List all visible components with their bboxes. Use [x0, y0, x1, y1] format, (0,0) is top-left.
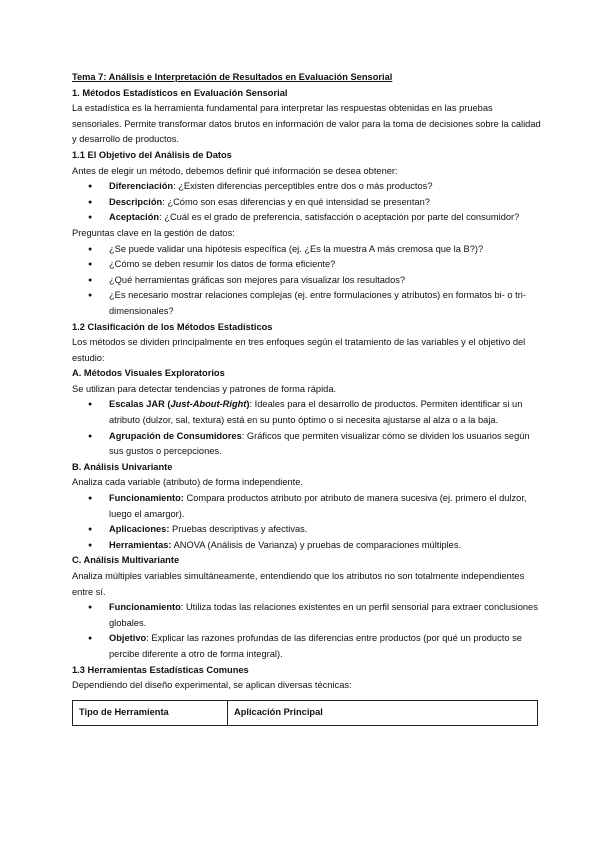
list-item: ● Diferenciación: ¿Existen diferencias perceptibles entre dos o más productos? — [72, 179, 542, 195]
table-header-row — [73, 700, 538, 725]
table-header-cell: Aplicación Principal — [228, 700, 538, 725]
list-item: ● Aceptación: ¿Cuál es el grado de preferencia, satisfacción o aceptación por parte del consumidor? — [72, 210, 542, 226]
section-1-1-heading: 1.1 El Objetivo del Análisis de Datos — [72, 149, 232, 160]
document-title: Tema 7: Análisis e Interpretación de Resultados en Evaluación Sensorial — [72, 72, 393, 82]
list-item: ● Escalas JAR (Just-About-Right): Ideales para el desarrollo de productos. Permiten identificar si un atributo (dulzor, sal, textura) está en su punto óptimo o si necesita ajustarse al alza o a la baja. — [72, 397, 542, 428]
subsection-c-heading: C. Análisis Multivariante — [72, 555, 180, 566]
section-1-heading: 1. Métodos Estadísticos en Evaluación Sensorial — [72, 87, 288, 98]
multivariate-list — [72, 600, 542, 662]
document-page — [72, 70, 542, 726]
list-item: ● ¿Cómo se deben resumir los datos de forma eficiente? — [72, 257, 542, 273]
questions-intro: Preguntas clave en la gestión de datos: — [72, 227, 235, 238]
section-1-3-intro: Dependiendo del diseño experimental, se aplican diversas técnicas: — [72, 680, 352, 691]
list-item: ● Objetivo: Explicar las razones profundas de las diferencias entre productos (por qué un producto se percibe diferente a otro de forma integral). — [72, 631, 542, 662]
section-1-intro: La estadística es la herramienta fundamental para interpretar las respuestas obtenidas en las pruebas sensoriales. Permite transformar datos brutos en información de valor para la toma de decisiones sobre la calidad y desarrollo de productos. — [72, 103, 541, 145]
section-1-1-intro: Antes de elegir un método, debemos definir qué información se desea obtener: — [72, 165, 398, 176]
list-item: ● Funcionamiento: Utiliza todas las relaciones existentes en un perfil sensorial para extraer conclusiones globales. — [72, 600, 542, 631]
subsection-a-intro: Se utilizan para detectar tendencias y patrones de forma rápida. — [72, 383, 337, 394]
subsection-b-intro: Analiza cada variable (atributo) de forma independiente. — [72, 477, 304, 488]
list-item: ● Descripción: ¿Cómo son esas diferencias y en qué intensidad se presentan? — [72, 195, 542, 211]
univariate-list — [72, 491, 542, 553]
list-item: ● Herramientas: ANOVA (Análisis de Varianza) y pruebas de comparaciones múltiples. — [72, 538, 542, 554]
subsection-a-heading: A. Métodos Visuales Exploratorios — [72, 368, 225, 379]
section-1-2-intro: Los métodos se dividen principalmente en tres enfoques según el tratamiento de las variables y el objetivo del estudio: — [72, 337, 526, 363]
list-item: ● ¿Es necesario mostrar relaciones complejas (ej. entre formulaciones y atributos) en formatos bi- o tri-dimensionales? — [72, 288, 542, 319]
section-1-2-heading: 1.2 Clasificación de los Métodos Estadísticos — [72, 321, 273, 332]
subsection-c-intro: Analiza múltiples variables simultáneamente, entendiendo que los atributos no son totalmente independientes entre sí. — [72, 571, 525, 597]
list-item: ● ¿Qué herramientas gráficas son mejores para visualizar los resultados? — [72, 273, 542, 289]
visual-methods-list — [72, 397, 542, 459]
list-item: ● ¿Se puede validar una hipótesis específica (ej. ¿Es la muestra A más cremosa que la B?)? — [72, 242, 542, 258]
list-item: ● Funcionamiento: Compara productos atributo por atributo de manera sucesiva (ej. primero el dulzor, luego el amargor). — [72, 491, 542, 522]
subsection-b-heading: B. Análisis Univariante — [72, 461, 173, 472]
table-header-cell: Tipo de Herramienta — [73, 700, 228, 725]
tools-table — [72, 700, 538, 726]
objectives-list — [72, 179, 542, 226]
section-1-3-heading: 1.3 Herramientas Estadísticas Comunes — [72, 664, 249, 675]
list-item: ● Agrupación de Consumidores: Gráficos que permiten visualizar cómo se dividen los usuarios según sus gustos o percepciones. — [72, 429, 542, 460]
list-item: ● Aplicaciones: Pruebas descriptivas y afectivas. — [72, 522, 542, 538]
questions-list — [72, 242, 542, 320]
